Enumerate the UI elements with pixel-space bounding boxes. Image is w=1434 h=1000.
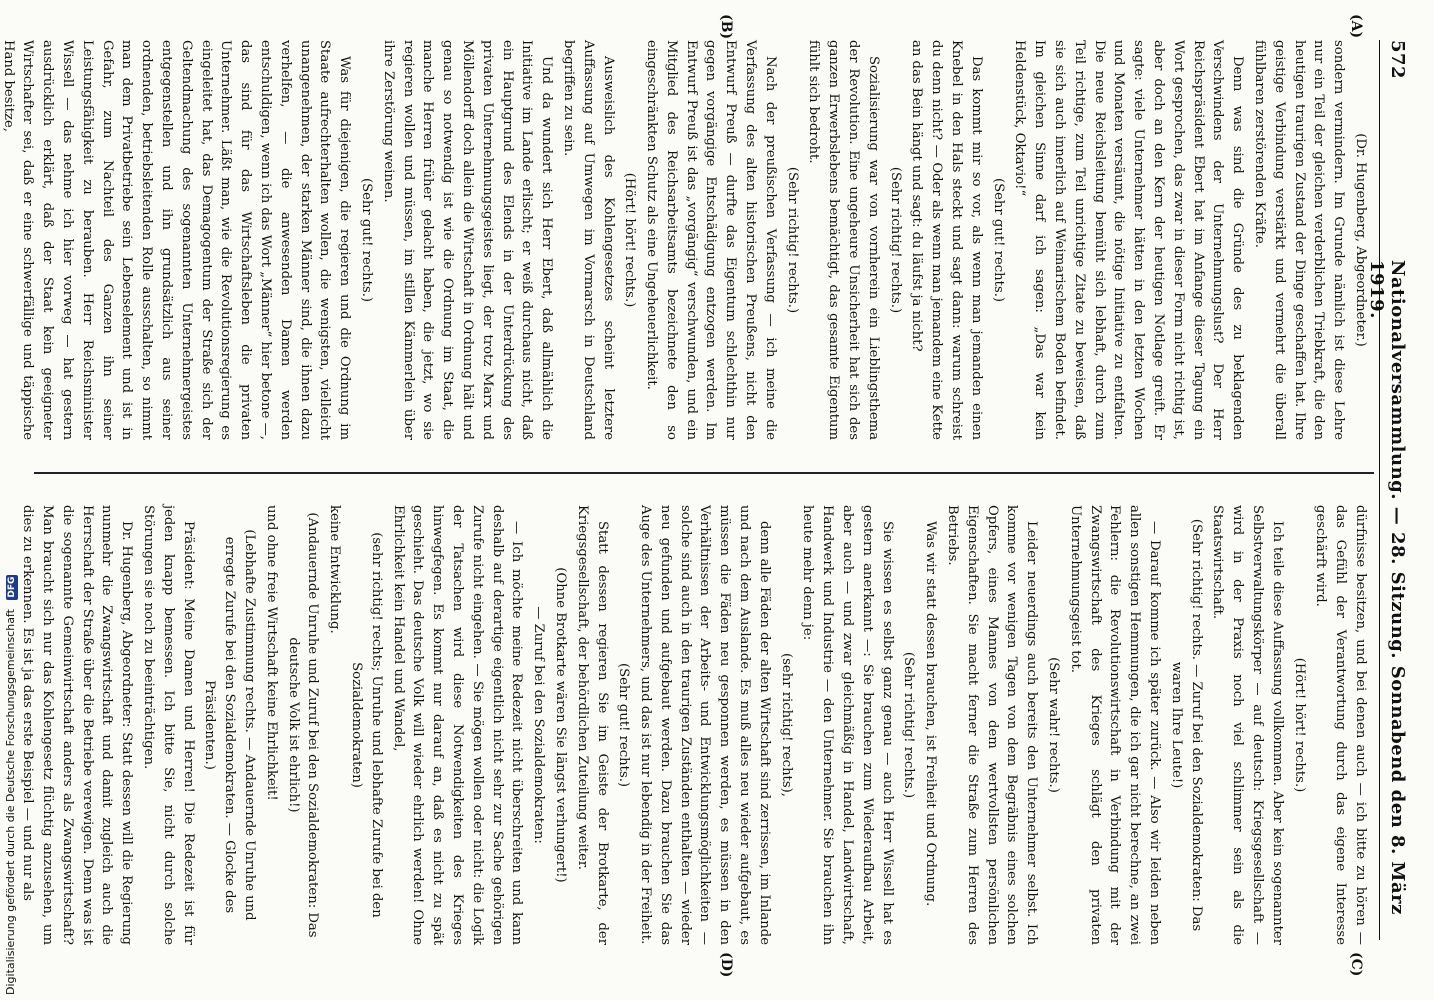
paragraph: keine Entwicklung.	[327, 505, 343, 634]
interjection: — Zuruf bei den Sozialdemokraten:	[531, 606, 547, 844]
paragraph: Sozialisierung war von vornherein ein Lieblingsthema der Revolution. Eine ungeheure Unsicherheit hat sich des ganzen Erwerbslebens bemächtigt, das gesamte Eigentum fühlt sich bedroht.	[806, 40, 881, 440]
paragraph: Das kommt mir so vor, als wenn man jemanden einen Knebel in den Hals steckt und sagt dann: warum schreist du denn nicht? — Oder als wenn man jemandem eine Kette an das Bein hängt und sagt: du läufst ja nicht?	[909, 40, 984, 440]
interjection: (Sehr gut! rechts.)	[358, 177, 374, 303]
interjection: (sehr richtig! rechts),	[778, 653, 794, 797]
paragraph: — Darauf komme ich später zurück. — Also wir leiden neben allen sonstigen Hemmungen, die ich gar nicht berechne, an zwei Fehlern: die Revolutionswirtschaft in Verbindung mit der Zwangswirtschaft des Krieges schlägt den privaten Unternehmungsgeist tot.	[1067, 505, 1163, 945]
paragraph: Was wir statt dessen brauchen, ist Freiheit und Ordnung.	[923, 521, 939, 907]
margin-marker-c: (C)	[1348, 952, 1364, 977]
interjection: (Sehr wahr! rechts.)	[1046, 657, 1062, 793]
paragraph: Denn was sind die Gründe des zu beklagenden Verschwindens der Unternehmungslust? Der Herr Reichspräsident Ebert hat im Anfange dieser Tagung ein Wort gesprochen, das zwar in dieser Form nicht richtig ist, aber doch an den Kern der heutigen Notlage greift. Er sagte: viele Unternehmer hätten in den letzten Wochen und Monaten versäumt, die nötige Initiative zu entfalten. Die neue Reichsleitung bemüht sich lebhaft, durch zum Teil richtige, zum Teil unrichtige Zitate zu beweisen, daß sie sich auch innerlich auf Weimarischem Boden befindet. Im gleichen Sinne darf ich sagen: „Das war kein Heldenstück, Oktavio!“	[1012, 40, 1246, 440]
side-attribution	[0, 0, 22, 1000]
interjection: (Sehr richtig! rechts.)	[887, 166, 903, 314]
president-paragraph: Präsident: Meine Damen und Herren! Die Redezeit ist für jeden knapp bemessen. Ich bitte Sie, nicht durch solche Störungen sie noch zu beeinträchtigen.	[140, 505, 196, 945]
page-title: Nationalversammlung. — 28. Sitzung. Sonnabend den 8. März 1919.	[1366, 260, 1408, 915]
paragraph: Leider neuerdings auch bereits den Unternehmer selbst. Ich komme vor wenigen Tagen von dem Begräbnis eines solchen Opfers, eines Mannes von dem wertvollsten persönlichen Eigenschaften. Sie macht ferner die Straße zum Herren des Betriebs.	[945, 505, 1040, 945]
interjection: (Sehr richtig! rechts. — Zuruf bei den Sozialdemokraten: Das waren Ihre Leute!)	[1168, 518, 1204, 932]
interjection: (sehr richtig! rechts; Unruhe und lebhafte Zurufe bei den Sozialdemokraten)	[348, 532, 384, 918]
interjection: (Sehr gut! rechts.)	[990, 177, 1006, 303]
paragraph: Ich teile diese Auffassung vollkommen. Aber kein sogenannter Selbstverwaltungskörper — auf deutsch: Kriegsgesellschaft — wird in der Praxis noch viel schlimmer sein als die Staatswirtschaft.	[1210, 505, 1285, 945]
interjection: (Lebhafte Zustimmung rechts. — Andauernde Unruhe und erregte Zurufe bei den Sozialdemokraten. — Glocke des Präsidenten.)	[202, 529, 257, 921]
paragraph: Statt dessen regieren Sie im Geiste der Brotkarte, der Kriegsgesellschaft, der behördlichen Zuteilung weiter.	[574, 505, 610, 945]
interjection: (Andauernde Unruhe und Zuruf bei den Sozialdemokraten: Das deutsche Volk ist ehrlich!)	[285, 512, 321, 938]
right-text-column	[20, 505, 1370, 945]
paragraph: Und da wundert sich Herr Ebert, daß allmählich die Initiative im Lande erlischt; er weiß durchaus nicht, daß ein Hauptgrund des Elends in der Unterdrückung des privaten Unternehmungsgeistes liegt, der trotz Marx und Möllendorff doch allein die Wirtschaft in Ordnung hält und genau so notwendig ist wie die Ordnung im Staat, die manche Herren früher gelacht haben, die jetzt, wo sie regieren wollen und müssen, im stillen Kämmerlein über ihre Zerstörung weinen.	[380, 40, 555, 440]
interjection: (Sehr gut! rechts.)	[616, 662, 632, 788]
interjection: (Hört! hört! rechts.)	[622, 172, 638, 308]
paragraph: und ohne freie Wirtschaft keine Ehrlichkeit!	[263, 505, 279, 801]
paragraph: — Ich möchte meine Redezeit nicht überschreiten und kann deshalb auf derartige eigentlich nicht sehr zur Sache gehörigen Zurufe nicht eingehen. — Sie mögen wollen oder nicht: die Logik der Tatsachen wird diese Notwendigkeiten des Krieges hinwegfegen. Es kommt nur darauf an, daß es nicht zu spät geschieht. Das deutsche Volk will wieder ehrlich werden! Ohne Ehrlichkeit kein Handel und Wandel,	[390, 505, 525, 945]
speaker-line: (Dr. Hugenberg, Abgeordneter.)	[1353, 133, 1368, 347]
page-number: 572	[1387, 40, 1408, 80]
left-text-column	[0, 40, 1370, 440]
attribution-text: Digitalisierung gefördert durch die Deutsche Forschungsgemeinschaft	[4, 609, 17, 995]
paragraph: Sie wissen es selbst ganz genau — auch Herr Wissell hat es gestern anerkannt —: Sie brauchen zum Wiederaufbau Arbeit, aber auch — und zwar gleichmäßig in Handel, Landwirtschaft, Handwerk und Industrie — den Unternehmer. Sie brauchen ihn heute mehr denn je:	[800, 505, 895, 945]
paragraph: dürfnisse besitzen, und bei denen auch — ich bitte zu hören — das Gefühl der Verantwortung durch das eigene Interesse geschärft wird.	[1313, 505, 1368, 945]
margin-marker-a: (A)	[1348, 14, 1364, 39]
paragraph: sondern vermindern. Im Grunde nämlich ist diese Lehre nur ein Teil der gleichen verderblichen Triebkraft, die den heutigen traurigen Zustand der Dinge geschaffen hat. Ihre geistige Verbindung verstärkt und vermehrt die überall fühlbaren zerstörenden Kräfte.	[1252, 40, 1347, 440]
attribution-line	[4, 0, 22, 995]
interjection: (Ohne Brotkarte wären Sie längst verhungert!)	[552, 567, 568, 883]
paragraph: Was für diejenigen, die regieren und die Ordnung im Staate aufrechterhalten wollen, die wenigsten, vielleicht unangenehmen, der starken Männer sind, die ihnen dazu verhelfen, — die anwesenden Damen werden entschuldigen, wenn ich das Wort „Männer“ hier betone —, das sind für das Wirtschaftsleben die privaten Unternehmer. Läßt man, wie die Revolutionsregierung es eingeleitet hat, das Demagogentum der Straße sich der Geltendmachung des sogenannten Unternehmergeistes entgegenstellen und ihn grundsätzlich aus seiner ordnenden, betriebsleitenden Rolle ausschalten, so nimmt man dem Privatbetriebe sein Lebenselement und ist in Gefahr, zum Nachteil des Ganzen ihn seiner Leistungsfähigkeit zu berauben. Herr Reichsminister Wissell — das nehme ich hier vorweg — hat gestern ausdrücklich erklärt, daß der Staat kein geeigneter Wirtschafter sei, daß er eine schwerfällige und täppische Hand besitze,	[0, 40, 353, 440]
margin-marker-b: (B)	[718, 14, 734, 40]
margin-marker-d: (D)	[718, 952, 734, 978]
dfg-logo-icon: DFG	[7, 576, 17, 598]
page-header	[1366, 40, 1410, 940]
interjection: (Hört! hört! rechts.)	[1291, 657, 1307, 793]
interjection: (Sehr richtig! rechts.)	[784, 166, 800, 314]
interjection: (Sehr richtig! rechts.)	[901, 651, 917, 799]
paragraph: denn alle Fäden der alten Wirtschaft sind zerrissen, im Inlande und nach dem Auslande. Es muß alles neu wieder aufgebaut, es müssen die Fäden neu gesponnen werden, es müssen in den Verhältnissen der Arbeits- und Entwicklungsmöglichkeiten — solche sind auch in den traurigen Zuständen enthalten — wieder neu gefunden und aufgebaut werden. Dazu brauchen Sie das Auge des Unternehmers, und das ist nur lebendig in der Freiheit.	[638, 505, 772, 945]
paragraph: Nach der preußischen Verfassung — ich meine die Verfassung des alten historischen Preußens, nicht den Entwurf Preuß — durfte das Eigentum schlechthin nur gegen vorgängige Entschädigung entzogen werden. Im Entwurf Preuß ist das „vorgängig“ verschwunden, und ein Mitglied des Reichsarbeitsamts bezeichnete den so eingeschränkten Schutz als eine Ungeheuerlichkeit.	[644, 40, 778, 440]
column-divider	[34, 472, 1374, 474]
speaker-paragraph: Dr. Hugenberg, Abgeordneter: Statt dessen will die Regierung nunmehr die Zwangswirtschaft und damit zugleich auch die Herrschaft der Straße über die Betriebe verewigen. Denn was ist die sogenannte Gemeinwirtschaft anders als Zwangswirtschaft? Man braucht sich nur das Kohlengesetz flüchtig anzusehen, um dies zu erkennen. Es ist ja das erste Beispiel — und nur als	[20, 505, 135, 945]
paragraph: Ausweislich des Kohlengesetzes scheint letztere Auffassung auf Umwegen im Vormarsch in Deutschland begriffen zu sein.	[560, 40, 616, 440]
